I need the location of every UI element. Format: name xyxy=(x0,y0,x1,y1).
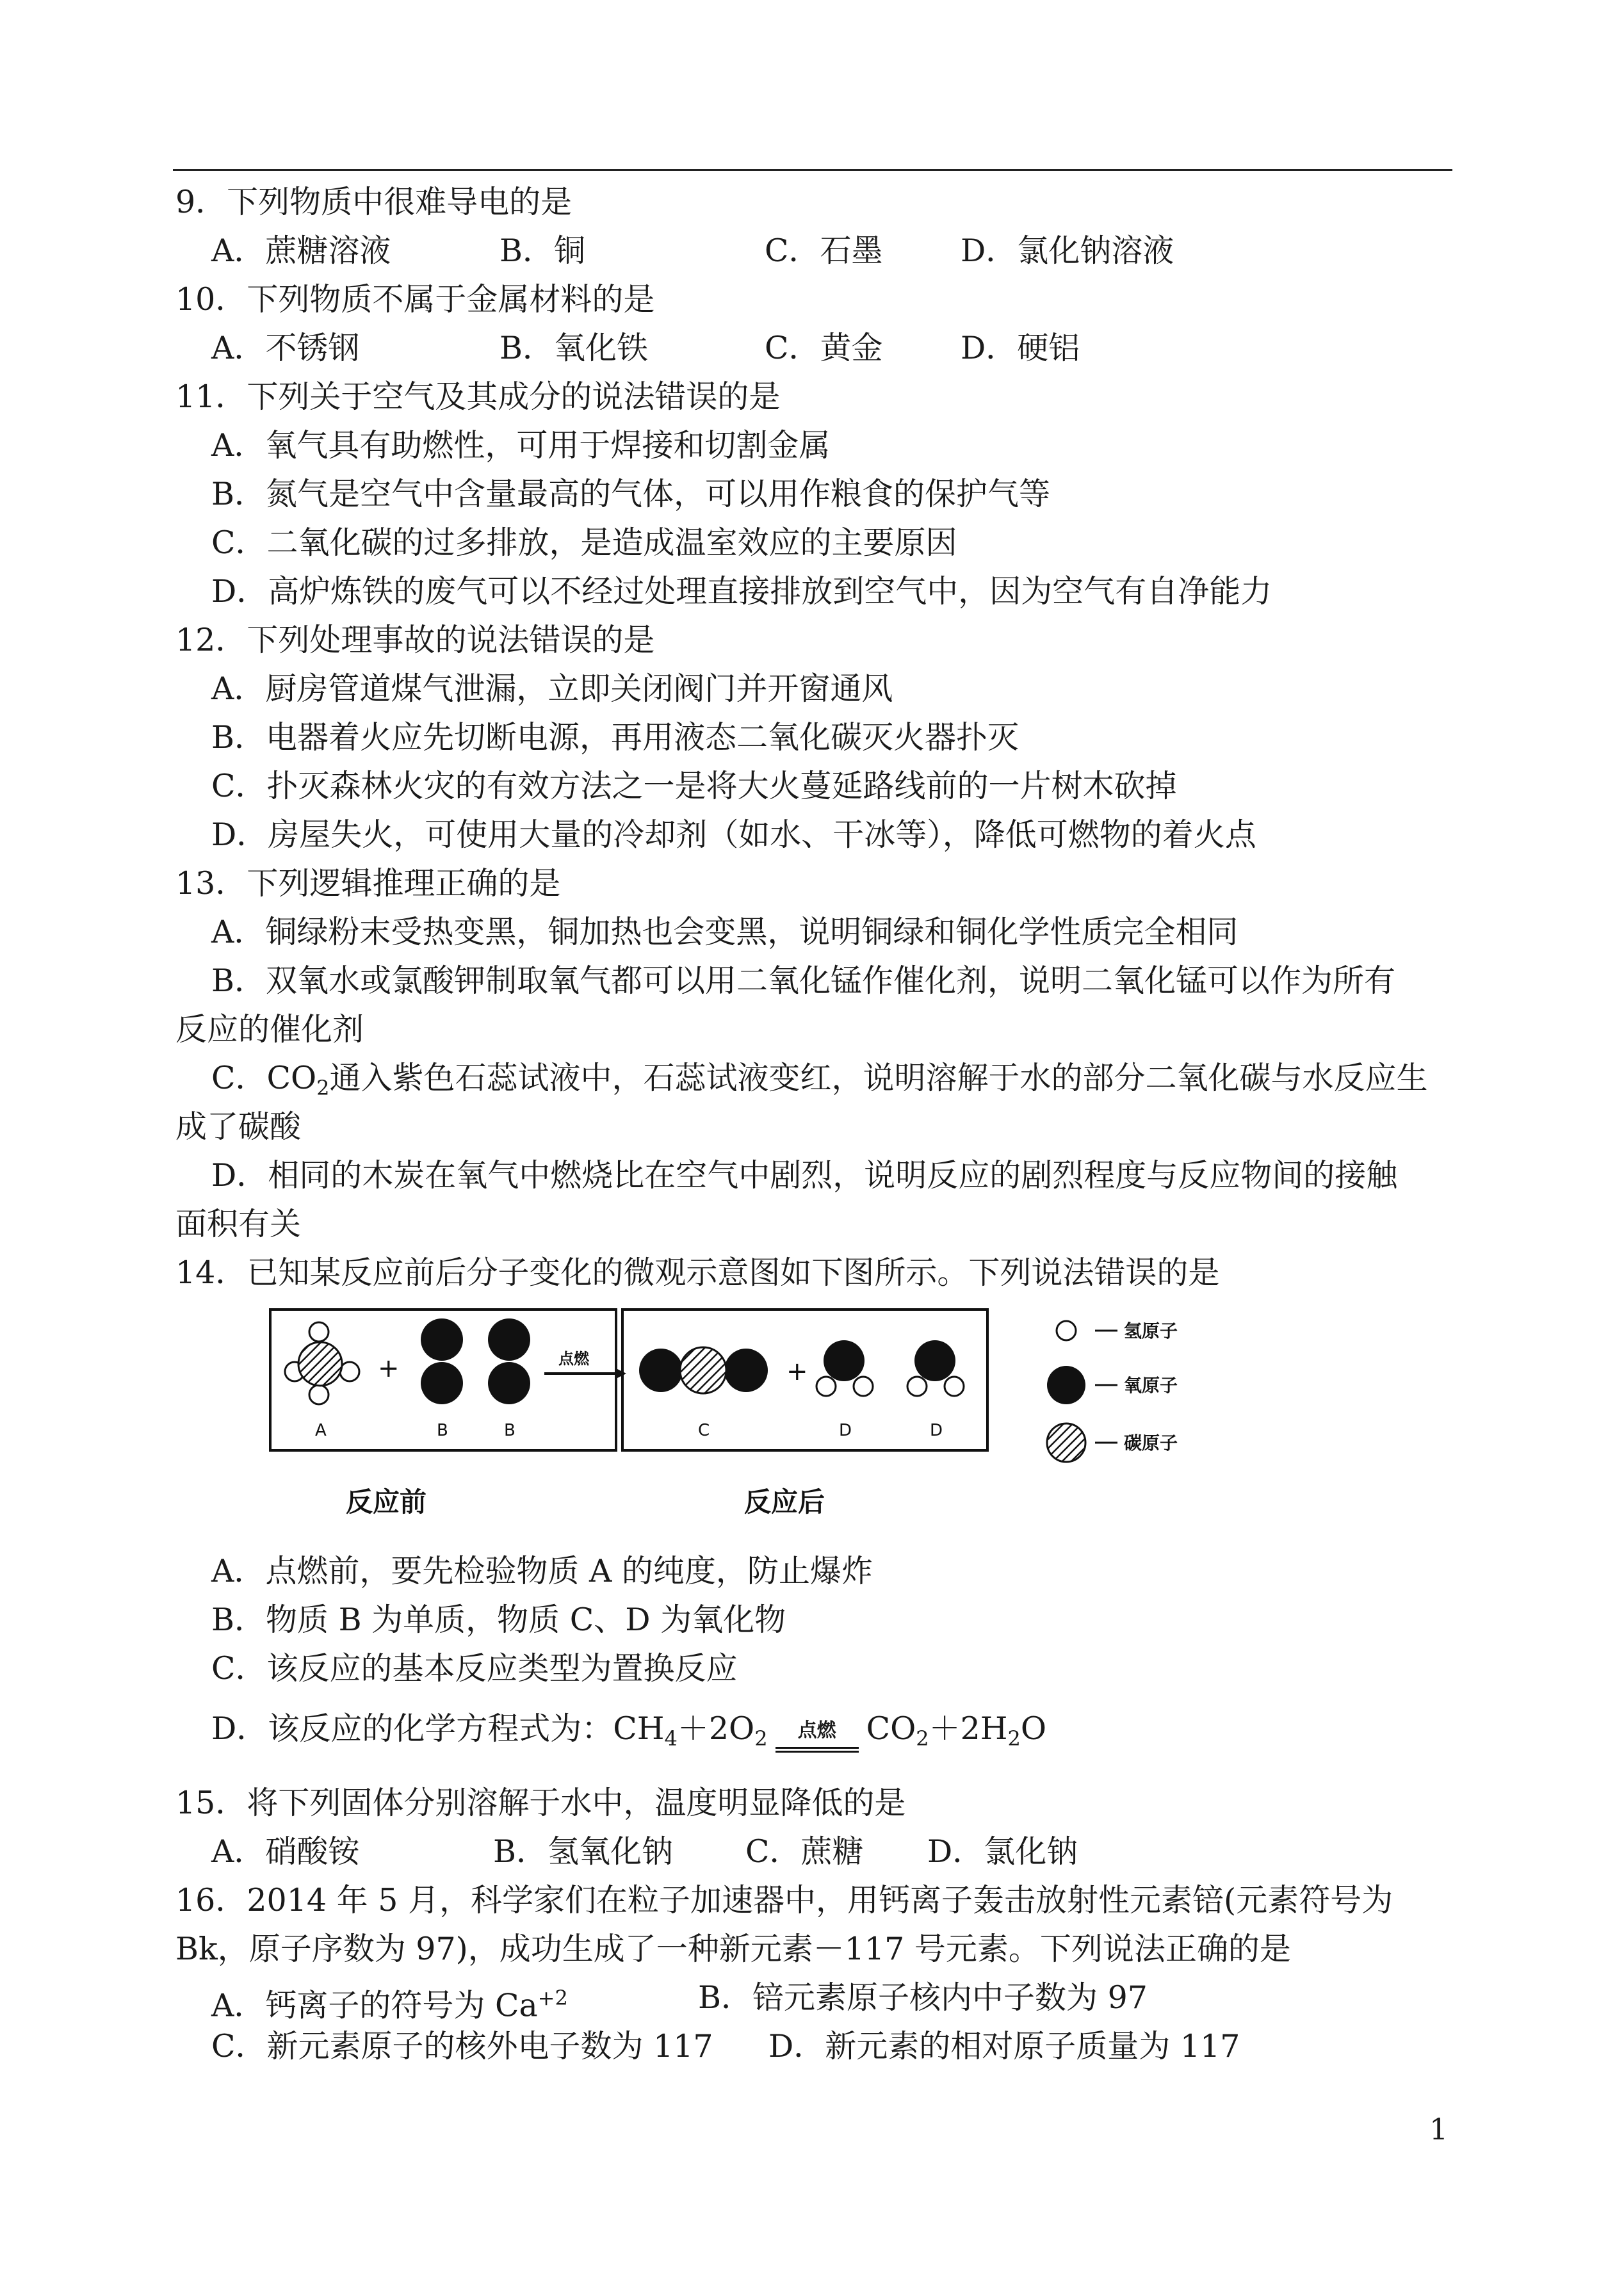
reaction-diagram xyxy=(263,1300,1249,1530)
molecule-b-oxygen-2 xyxy=(488,1318,530,1404)
q12-option-c: C．扑灭森林火灾的有效方法之一是将大火蔓延路线前的一片树木砍掉 xyxy=(211,768,1177,804)
molecule-d-water-1 xyxy=(816,1340,873,1396)
oxygen-atom xyxy=(421,1318,463,1361)
q9-option-b: B．铜 xyxy=(499,232,586,269)
label-a: A xyxy=(315,1421,327,1440)
svg-text:+: + xyxy=(786,1357,808,1386)
legend-hydrogen-label: 氢原子 xyxy=(1124,1320,1178,1342)
q15-option-c: C．蔗糖 xyxy=(745,1833,864,1870)
equation-condition: 点燃 xyxy=(797,1719,836,1742)
q14-option-b: B．物质 B 为单质，物质 C、D 为氧化物 xyxy=(211,1602,786,1638)
q15-option-d: D．氯化钠 xyxy=(927,1833,1078,1870)
caption-before: 反应前 xyxy=(346,1486,427,1518)
q14-d-sub1: 4 xyxy=(664,1726,678,1751)
label-d1: D xyxy=(839,1421,852,1440)
equation-arrow xyxy=(775,1710,859,1753)
molecule-d-water-2 xyxy=(907,1340,964,1396)
q15-option-a: A．硝酸铵 xyxy=(211,1833,360,1870)
q16-option-a xyxy=(211,1979,568,2025)
q11-option-d: D．高炉炼铁的废气可以不经过处理直接排放到空气中，因为空气有自净能力 xyxy=(211,573,1272,610)
legend-oxygen-label: 氧原子 xyxy=(1124,1375,1178,1396)
q11-option-a: A．氧气具有助燃性，可用于焊接和切割金属 xyxy=(211,427,831,464)
q16-option-c: C．新元素原子的核外电子数为 117 xyxy=(211,2028,713,2064)
oxygen-atom xyxy=(488,1318,530,1361)
q10-stem: 10．下列物质不属于金属材料的是 xyxy=(175,281,655,318)
caption-after: 反应后 xyxy=(744,1486,825,1518)
hydrogen-atom xyxy=(309,1385,329,1404)
q12-option-d: D．房屋失火，可使用大量的冷却剂（如水、干冰等），降低可燃物的着火点 xyxy=(211,816,1256,853)
q14-d-sub3: 2 xyxy=(916,1726,929,1751)
reaction-diagram-svg xyxy=(263,1300,1249,1530)
q13-c-sub: 2 xyxy=(316,1076,330,1100)
carbon-atom xyxy=(298,1342,342,1386)
q9-option-a: A．蔗糖溶液 xyxy=(211,232,391,269)
oxygen-atom xyxy=(488,1362,530,1404)
q10-option-a: A．不锈钢 xyxy=(211,330,360,366)
q9-option-d: D．氯化钠溶液 xyxy=(961,232,1174,269)
oxygen-atom xyxy=(421,1362,463,1404)
hydrogen-atom xyxy=(907,1377,927,1396)
q13-stem: 13．下列逻辑推理正确的是 xyxy=(175,865,561,902)
q13-c-part2: 通入紫色石蕊试液中，石蕊试液变红，说明溶解于水的部分二氧化碳与水反应生 xyxy=(329,1060,1428,1096)
hydrogen-atom xyxy=(340,1362,359,1381)
hydrogen-atom xyxy=(816,1377,836,1396)
q16-a-sup: +2 xyxy=(537,1986,568,2010)
oxygen-atom xyxy=(724,1349,768,1392)
q13-option-b-line2: 反应的催化剂 xyxy=(175,1011,364,1048)
legend xyxy=(1047,1320,1178,1462)
q13-option-b-line1: B．双氧水或氯酸钾制取氧气都可以用二氧化锰作催化剂，说明二氧化锰可以作为所有 xyxy=(211,962,1396,999)
legend-hydrogen-icon xyxy=(1057,1321,1076,1340)
q14-d-prefix: D．该反应的化学方程式为：CH xyxy=(211,1710,665,1747)
label-d2: D xyxy=(930,1421,943,1440)
q16-option-b: B．锫元素原子核内中子数为 97 xyxy=(698,1979,1148,2016)
oxygen-atom xyxy=(639,1349,683,1392)
carbon-atom xyxy=(680,1347,726,1393)
q13-option-d-line1: D．相同的木炭在氧气中燃烧比在空气中剧烈，说明反应的剧烈程度与反应物间的接触 xyxy=(211,1157,1398,1194)
q14-option-d xyxy=(211,1710,1046,1753)
header-rule xyxy=(173,169,1452,171)
hydrogen-atom xyxy=(945,1377,964,1396)
q11-stem: 11．下列关于空气及其成分的说法错误的是 xyxy=(175,378,781,415)
q15-stem: 15．将下列固体分别溶解于水中，温度明显降低的是 xyxy=(175,1785,906,1821)
q9-option-c: C．石墨 xyxy=(765,232,883,269)
q13-option-c-line1 xyxy=(211,1059,1428,1098)
q13-option-a: A．铜绿粉末受热变黑，铜加热也会变黑，说明铜绿和铜化学性质完全相同 xyxy=(211,914,1238,950)
q16-stem-line2: Bk，原子序数为 97)，成功生成了一种新元素－117 号元素。下列说法正确的是 xyxy=(175,1931,1291,1967)
q14-stem: 14．已知某反应前后分子变化的微观示意图如下图所示。下列说法错误的是 xyxy=(175,1254,1220,1291)
page-number: 1 xyxy=(1429,2112,1449,2146)
legend-oxygen-icon xyxy=(1047,1366,1085,1404)
q13-c-part1: C．CO xyxy=(211,1060,317,1096)
q16-a-text: A．钙离子的符号为 Ca xyxy=(211,1987,538,2024)
q14-d-end: O xyxy=(1020,1710,1047,1747)
q10-option-b: B．氧化铁 xyxy=(499,330,649,366)
q14-option-c: C．该反应的基本反应类型为置换反应 xyxy=(211,1650,738,1687)
legend-carbon-label: 碳原子 xyxy=(1124,1432,1178,1454)
q10-option-d: D．硬铝 xyxy=(961,330,1080,366)
q14-option-a: A．点燃前，要先检验物质 A 的纯度，防止爆炸 xyxy=(211,1553,873,1589)
oxygen-atom xyxy=(914,1340,955,1381)
q16-option-d: D．新元素的相对原子质量为 117 xyxy=(768,2028,1240,2064)
q12-option-a: A．厨房管道煤气泄漏，立即关闭阀门并开窗通风 xyxy=(211,670,893,707)
label-c: C xyxy=(698,1421,710,1440)
q14-d-mid1: ＋2O xyxy=(677,1710,755,1747)
molecule-a-methane xyxy=(285,1322,359,1404)
q12-stem: 12．下列处理事故的说法错误的是 xyxy=(175,622,655,658)
q11-option-b: B．氮气是空气中含量最高的气体，可以用作粮食的保护气等 xyxy=(211,476,1051,512)
q10-option-c: C．黄金 xyxy=(765,330,883,366)
q14-d-sub4: 2 xyxy=(1007,1726,1021,1751)
molecule-b-oxygen-1 xyxy=(421,1318,463,1404)
q9-stem: 9．下列物质中很难导电的是 xyxy=(175,184,572,220)
q13-option-c-line2: 成了碳酸 xyxy=(175,1108,302,1145)
q15-option-b: B．氢氧化钠 xyxy=(493,1833,674,1870)
q13-option-d-line2: 面积有关 xyxy=(175,1206,302,1242)
svg-text:+: + xyxy=(378,1354,400,1383)
q11-option-c: C．二氧化碳的过多排放，是造成温室效应的主要原因 xyxy=(211,524,957,561)
label-b1: B xyxy=(437,1421,448,1440)
q16-stem-line1: 16．2014 年 5 月，科学家们在粒子加速器中，用钙离子轰击放射性元素锫(元素符号为 xyxy=(175,1882,1393,1918)
q12-option-b: B．电器着火应先切断电源，再用液态二氧化碳灭火器扑灭 xyxy=(211,719,1019,756)
oxygen-atom xyxy=(824,1340,865,1381)
hydrogen-atom xyxy=(309,1322,329,1342)
molecule-c-carbon-dioxide xyxy=(639,1347,768,1393)
hydrogen-atom xyxy=(854,1377,873,1396)
q14-d-sub2: 2 xyxy=(754,1726,768,1751)
arrow-condition: 点燃 xyxy=(558,1350,589,1368)
label-b2: B xyxy=(504,1421,516,1440)
legend-carbon-icon xyxy=(1047,1423,1085,1462)
q14-d-mid2: CO xyxy=(866,1710,916,1747)
q14-d-mid3: ＋2H xyxy=(929,1710,1008,1747)
